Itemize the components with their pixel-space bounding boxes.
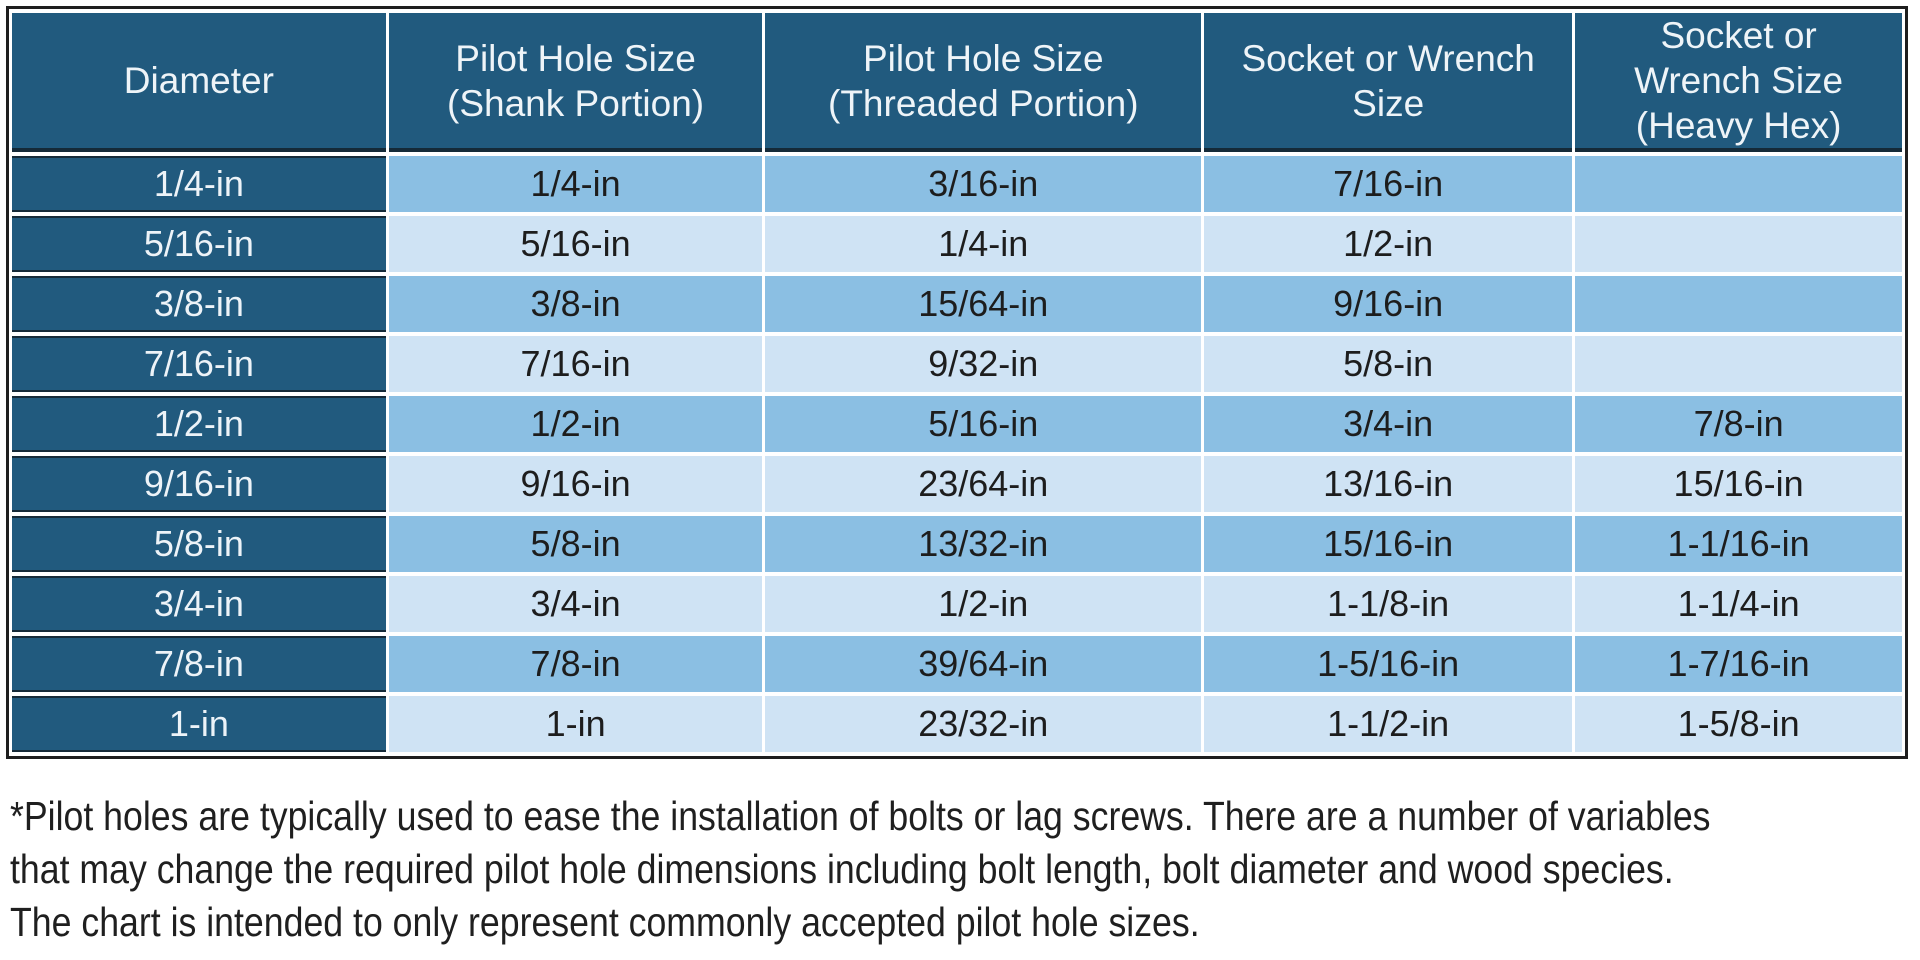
footnote: [10, 790, 1920, 949]
cell-heavy-hex: 15/16-in: [1575, 456, 1902, 512]
cell-threaded: 13/32-in: [765, 516, 1201, 572]
cell-shank: 7/16-in: [389, 336, 763, 392]
cell-heavy-hex: [1575, 276, 1902, 332]
cell-threaded: 1/2-in: [765, 576, 1201, 632]
cell-heavy-hex: [1575, 336, 1902, 392]
header-line: Socket or: [1660, 15, 1817, 56]
pilot-hole-size-table: [9, 9, 1905, 756]
cell-shank: 1/4-in: [389, 156, 763, 212]
col-header-diameter: [12, 13, 386, 152]
header-line: (Threaded Portion): [828, 82, 1139, 124]
cell-shank: 5/8-in: [389, 516, 763, 572]
table-row: [12, 336, 1902, 392]
cell-heavy-hex: 1-1/16-in: [1575, 516, 1902, 572]
col-header-socket-wrench: [1204, 13, 1572, 152]
cell-diameter: 5/8-in: [12, 516, 386, 572]
footnote-line: *Pilot holes are typically used to ease the installation of bolts or lag screws. There are a number of variables: [10, 793, 1711, 839]
cell-diameter: 1-in: [12, 696, 386, 752]
cell-threaded: 15/64-in: [765, 276, 1201, 332]
cell-shank: 1/2-in: [389, 396, 763, 452]
col-header-pilot-shank: [389, 13, 763, 152]
cell-heavy-hex: 1-7/16-in: [1575, 636, 1902, 692]
table-row: [12, 576, 1902, 632]
cell-shank: 9/16-in: [389, 456, 763, 512]
cell-diameter: 3/8-in: [12, 276, 386, 332]
header-line: Diameter: [123, 60, 274, 102]
cell-socket: 5/8-in: [1204, 336, 1572, 392]
table-row: [12, 516, 1902, 572]
cell-socket: 15/16-in: [1204, 516, 1572, 572]
cell-heavy-hex: 1-1/4-in: [1575, 576, 1902, 632]
cell-socket: 3/4-in: [1204, 396, 1572, 452]
table-header: [12, 13, 1902, 152]
pilot-hole-table-wrapper: [6, 6, 1908, 759]
cell-diameter: 5/16-in: [12, 216, 386, 272]
cell-diameter: 7/8-in: [12, 636, 386, 692]
col-header-socket-wrench-heavy-hex: [1575, 13, 1902, 152]
cell-shank: 3/4-in: [389, 576, 763, 632]
header-line: Size: [1352, 82, 1425, 124]
footnote-line: The chart is intended to only represent commonly accepted pilot hole sizes.: [10, 899, 1200, 945]
cell-shank: 3/8-in: [389, 276, 763, 332]
cell-socket: 13/16-in: [1204, 456, 1572, 512]
cell-threaded: 23/32-in: [765, 696, 1201, 752]
header-line: Socket or Wrench: [1241, 37, 1535, 79]
cell-threaded: 3/16-in: [765, 156, 1201, 212]
table-row: [12, 276, 1902, 332]
header-row: [12, 13, 1902, 152]
cell-diameter: 1/4-in: [12, 156, 386, 212]
cell-diameter: 9/16-in: [12, 456, 386, 512]
cell-shank: 1-in: [389, 696, 763, 752]
cell-shank: 7/8-in: [389, 636, 763, 692]
cell-threaded: 1/4-in: [765, 216, 1201, 272]
table-row: [12, 156, 1902, 212]
table-row: [12, 396, 1902, 452]
cell-threaded: 9/32-in: [765, 336, 1201, 392]
col-header-pilot-threaded: [765, 13, 1201, 152]
header-line: Pilot Hole Size: [455, 37, 696, 79]
table-row: [12, 696, 1902, 752]
cell-heavy-hex: [1575, 156, 1902, 212]
cell-threaded: 5/16-in: [765, 396, 1201, 452]
table-row: [12, 216, 1902, 272]
footnote-line: that may change the required pilot hole dimensions including bolt length, bolt diameter and wood species.: [10, 846, 1674, 892]
header-line: Wrench Size: [1634, 60, 1844, 102]
cell-diameter: 7/16-in: [12, 336, 386, 392]
cell-heavy-hex: 1-5/8-in: [1575, 696, 1902, 752]
cell-threaded: 39/64-in: [765, 636, 1201, 692]
cell-socket: 1-1/2-in: [1204, 696, 1572, 752]
cell-diameter: 1/2-in: [12, 396, 386, 452]
cell-threaded: 23/64-in: [765, 456, 1201, 512]
cell-socket: 7/16-in: [1204, 156, 1572, 212]
header-line: (Shank Portion): [447, 82, 705, 124]
header-line: Pilot Hole Size: [862, 37, 1104, 79]
cell-socket: 9/16-in: [1204, 276, 1572, 332]
cell-heavy-hex: [1575, 216, 1902, 272]
cell-diameter: 3/4-in: [12, 576, 386, 632]
cell-socket: 1-5/16-in: [1204, 636, 1572, 692]
table-row: [12, 456, 1902, 512]
cell-shank: 5/16-in: [389, 216, 763, 272]
header-line: (Heavy Hex): [1635, 105, 1842, 147]
table-body: [12, 156, 1902, 752]
table-row: [12, 636, 1902, 692]
cell-heavy-hex: 7/8-in: [1575, 396, 1902, 452]
cell-socket: 1/2-in: [1204, 216, 1572, 272]
cell-socket: 1-1/8-in: [1204, 576, 1572, 632]
